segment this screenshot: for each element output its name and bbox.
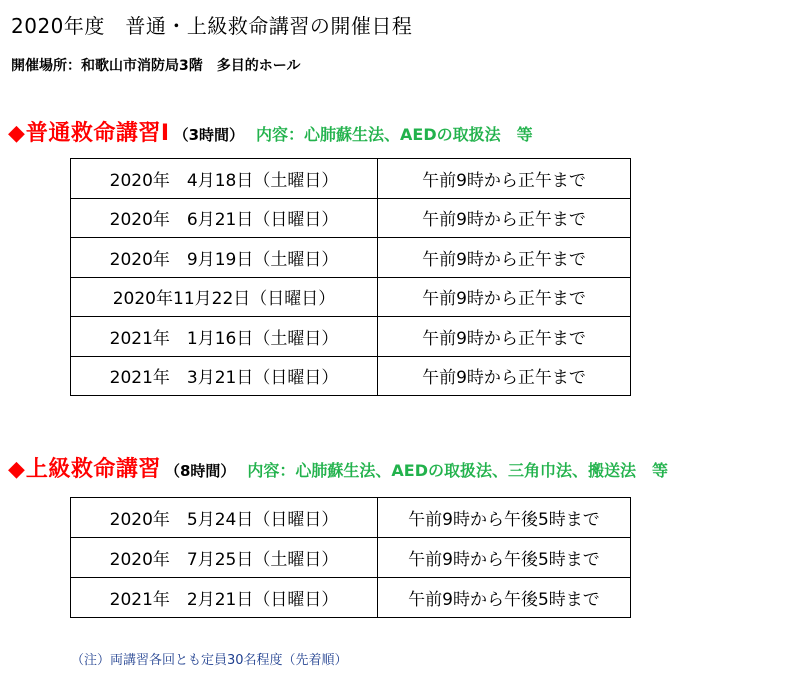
schedule-time: 午前9時から正午まで bbox=[378, 317, 631, 357]
section-heading-advanced bbox=[8, 452, 668, 483]
schedule-date: 2021年 1月16日（土曜日） bbox=[71, 317, 378, 357]
course-hours-advanced: （8時間） bbox=[164, 462, 236, 480]
schedule-date: 2020年 6月21日（日曜日） bbox=[71, 198, 378, 238]
schedule-date: 2020年 5月24日（日曜日） bbox=[71, 498, 378, 538]
table-row bbox=[71, 538, 631, 578]
schedule-table-basic bbox=[70, 158, 631, 396]
schedule-date: 2021年 2月21日（日曜日） bbox=[71, 578, 378, 618]
schedule-time: 午前9時から午後5時まで bbox=[378, 498, 631, 538]
table-row bbox=[71, 159, 631, 199]
schedule-date: 2021年 3月21日（日曜日） bbox=[71, 356, 378, 396]
table-row bbox=[71, 317, 631, 357]
schedule-time: 午前9時から午後5時まで bbox=[378, 578, 631, 618]
course-content-advanced: 内容：心肺蘇生法、AEDの取扱法、三角巾法、搬送法 等 bbox=[247, 461, 668, 480]
course-name-advanced: 上級救命講習 bbox=[25, 457, 161, 482]
table-row bbox=[71, 238, 631, 278]
venue-info: 開催場所：和歌山市消防局3階 多目的ホール bbox=[11, 58, 301, 74]
schedule-time: 午前9時から正午まで bbox=[378, 238, 631, 278]
schedule-time: 午前9時から正午まで bbox=[378, 159, 631, 199]
schedule-date: 2020年 4月18日（土曜日） bbox=[71, 159, 378, 199]
diamond-icon: ◆ bbox=[8, 121, 25, 146]
page-title: 2020年度 普通・上級救命講習の開催日程 bbox=[11, 14, 413, 38]
table-row bbox=[71, 356, 631, 396]
diamond-icon: ◆ bbox=[8, 457, 25, 482]
schedule-time: 午前9時から正午まで bbox=[378, 198, 631, 238]
table-row bbox=[71, 198, 631, 238]
course-hours-basic: （3時間） bbox=[173, 126, 245, 144]
schedule-time: 午前9時から正午まで bbox=[378, 277, 631, 317]
schedule-time: 午前9時から午後5時まで bbox=[378, 538, 631, 578]
course-content-basic: 内容：心肺蘇生法、AEDの取扱法 等 bbox=[256, 125, 533, 144]
course-name-basic: 普通救命講習Ⅰ bbox=[25, 121, 170, 146]
capacity-note: （注）両講習各回とも定員30名程度（先着順） bbox=[71, 653, 348, 668]
table-row bbox=[71, 277, 631, 317]
schedule-table-advanced bbox=[70, 497, 631, 618]
section-heading-basic bbox=[8, 116, 533, 147]
schedule-date: 2020年 7月25日（土曜日） bbox=[71, 538, 378, 578]
schedule-date: 2020年11月22日（日曜日） bbox=[71, 277, 378, 317]
schedule-date: 2020年 9月19日（土曜日） bbox=[71, 238, 378, 278]
table-row bbox=[71, 498, 631, 538]
schedule-time: 午前9時から正午まで bbox=[378, 356, 631, 396]
table-row bbox=[71, 578, 631, 618]
